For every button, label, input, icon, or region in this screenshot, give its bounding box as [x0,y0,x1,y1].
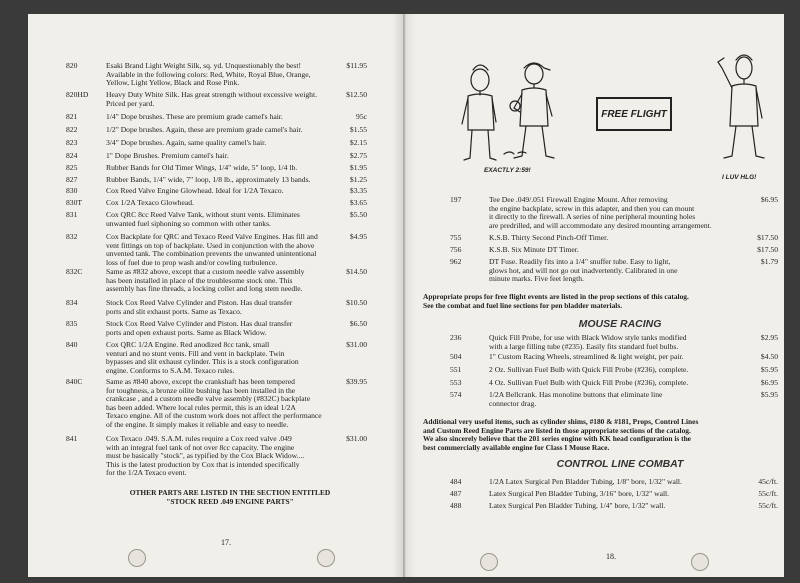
item-code: 197 [450,195,462,204]
item-price: $4.95 [349,232,367,241]
item-price: $31.00 [346,340,367,349]
item-code: 487 [450,489,462,498]
item-code: 820HD [66,90,89,99]
item-code: 835 [66,319,78,328]
item-description: Cox Reed Valve Engine Glowhead. Ideal for 1/2A Texaco. [106,186,284,195]
item-code: 841 [66,434,78,443]
item-description: Heavy Duty White Silk. Has great strength without excessive weight. Priced per yard. [106,90,317,108]
item-price: 95c [356,112,367,121]
item-price: $6.95 [760,195,778,204]
item-code: 962 [450,257,462,266]
item-price: $11.95 [346,61,367,70]
item-code: 832C [66,267,83,276]
item-price: 45c/ft. [758,477,778,486]
item-price: $39.95 [346,377,367,386]
item-description: Same as #832 above, except that a custom needle valve assembly has been installed in place of the troublesome stock one. This assembly has fine threads, a locking collet and long stem needle. [106,267,305,294]
item-description: Quick Fill Probe, for use with Black Widow style tanks modified with a large filling tube (#235). Easily fits standard fuel bulbs. [489,333,687,351]
item-description: 1/2A Latex Surgical Pen Bladder Tubing, 1/8" bore, 1/32" wall. [489,477,682,486]
item-code: 831 [66,210,78,219]
item-code: 488 [450,501,462,510]
item-description: 3/4" Dope brushes. Again, same quality camel's hair. [106,138,267,147]
item-code: 823 [66,138,78,147]
binding-hole-right-2 [691,553,709,571]
item-description: 1/2A Bellcrank. Has monoline buttons that eliminate line connector drag. [489,390,663,408]
item-price: $6.95 [760,378,778,387]
free-flight-title-box [596,97,672,131]
item-price: $6.50 [349,319,367,328]
item-description: Cox Backplate for QRC and Texaco Reed Valve Engines. Has fill and vent fittings on top of backplate. Used in conjunction with the above unvented tank. The combination prevents the unwanted unintentional loss of fuel due to prop wash and/or cowling turbulence. [106,232,318,267]
item-description: DT Fuse. Readily fits into a 1/4" snuffer tube. Easy to light, glows hot, and will not go out inadvertently. Calibrated in one minute marks. Five feet length. [489,257,678,284]
item-description: Cox Texaco .049. S.A.M. rules require a Cox reed valve .049 with an integral fuel tank of not over 8cc capacity. The engine must be basically "stock", as typified by the Cox Black Widow.... This is the latest production by Cox that is intended specifically for the 1/2A Texaco event. [106,434,305,478]
item-description: Stock Cox Reed Valve Cylinder and Piston. Has dual transfer ports and slit exhaust ports. Same as Texaco. [106,298,293,316]
item-code: 553 [450,378,462,387]
item-code: 834 [66,298,78,307]
cartoon-glider-pilot-illustration [716,48,768,170]
binding-hole-right-1 [480,553,498,571]
item-price: $1.95 [349,163,367,172]
item-price: $5.50 [349,210,367,219]
page-number-right: 18. [606,552,616,561]
item-description: Stock Cox Reed Valve Cylinder and Piston. Has dual transfer ports and open exhaust ports. Same as Black Widow. [106,319,293,337]
item-code: 236 [450,333,462,342]
other-parts-note: OTHER PARTS ARE LISTED IN THE SECTION ENTITLED "STOCK REED .049 ENGINE PARTS" [129,488,331,506]
item-code: 825 [66,163,78,172]
item-code: 504 [450,352,462,361]
item-price: $17.50 [757,245,778,254]
item-description: K.S.B. Thirty Second Pinch-Off Timer. [489,233,609,242]
item-description: 4 Oz. Sullivan Fuel Bulb with Quick Fill Probe (#236), complete. [489,378,689,387]
item-price: $3.65 [349,198,367,207]
item-price: $14.50 [346,267,367,276]
item-description: Cox 1/2A Texaco Glowhead. [106,198,194,207]
caption-luv-hlg: I LUV HLG! [722,174,757,181]
item-price: $1.55 [349,125,367,134]
item-description: 1/2" Dope brushes. Again, these are premium grade camel's hair. [106,125,303,134]
item-code: 840 [66,340,78,349]
item-price: $3.35 [349,186,367,195]
item-description: Rubber Bands for Old Timer Wings, 1/4" wide, 5" loop, 1/4 lb. [106,163,298,172]
item-description: Same as #840 above, except the crankshaft has been tempered for toughness, a bronze oilite bushing has been installed in the crankcase , and a custom needle valve assembly (#832C) backplate has been added. Where local rules permit, this is an ideal 1/2A Texaco engine. All of the custom work does not affect the performance of the engine. It simply makes it reliable and easy to needle. [106,377,322,429]
item-description: Tee Dee .049/.051 Firewall Engine Mount. After removing the engine backplate, screw in this adapter, and then you can mount it directly to the firewall. A series of nine peripheral mounting holes are predrilled, and will accommodate any desired mounting arrangement. [489,195,712,230]
item-price: $2.95 [760,333,778,342]
item-code: 821 [66,112,78,121]
item-description: Esaki Brand Light Weight Silk, sq. yd. Unquestionably the best! Available in the following colors: Red, White, Royal Blue, Orange, Yellow, Light Yellow, Black and Rose Pink. [106,61,311,88]
page-number-left: 17. [221,538,231,547]
item-code: 820 [66,61,78,70]
item-price: $5.95 [760,365,778,374]
item-price: $1.79 [760,257,778,266]
item-code: 484 [450,477,462,486]
caption-exactly: EXACTLY 2:59! [484,167,531,174]
item-description: Latex Surgical Pen Bladder Tubing, 3/16" bore, 1/32" wall. [489,489,670,498]
item-price: $4.50 [760,352,778,361]
item-code: 827 [66,175,78,184]
item-price: $10.50 [346,298,367,307]
item-code: 755 [450,233,462,242]
item-price: 55c/ft. [758,501,778,510]
binding-hole-left-2 [317,549,335,567]
item-code: 840C [66,377,83,386]
item-code: 830T [66,198,83,207]
control-line-combat-title: CONTROL LINE COMBAT [556,458,684,470]
item-code: 832 [66,232,78,241]
item-price: $2.15 [349,138,367,147]
item-code: 824 [66,151,78,160]
item-code: 830 [66,186,78,195]
item-price: $5.95 [760,390,778,399]
item-description: Cox QRC 8cc Reed Valve Tank, without stunt vents. Eliminates unwanted fuel siphoning so common with other tanks. [106,210,300,228]
item-price: $17.50 [757,233,778,242]
item-code: 756 [450,245,462,254]
item-price: 55c/ft. [758,489,778,498]
mouse-racing-title: MOUSE RACING [578,318,662,330]
item-description: Latex Surgical Pen Bladder Tubing, 1/4" bore, 1/32" wall. [489,501,666,510]
item-description: 1" Custom Racing Wheels, streamlined & light weight, per pair. [489,352,684,361]
mouse-racing-note: Additional very useful items, such as cylinder shims, #180 & #181, Props, Control Lines and Custom Reed Engine Parts are listed in those appropriate sections of the catalog. We also sincerely believe that the 201 series engine with KK head configuration is the best commercially available engine for Class I Mouse Race. [423,417,699,452]
free-flight-title: FREE FLIGHT [601,108,667,120]
item-code: 574 [450,390,462,399]
item-description: Cox QRC 1/2A Engine. Red anodized 8cc tank, small venturi and no stunt vents. Fill and vent in backplate. Twin bypasses and slit exhaust cylinder. This is a stock configuration engine. Conforms to S.A.M. Texaco rules. [106,340,299,375]
cartoon-modelers-illustration [458,50,566,168]
item-description: 1" Dope Brushes. Premium camel's hair. [106,151,229,160]
item-price: $12.50 [346,90,367,99]
item-price: $31.00 [346,434,367,443]
item-description: Rubber Bands, 1/4" wide, 7" loop, 1/8 lb., approximately 13 bands. [106,175,311,184]
item-code: 551 [450,365,462,374]
free-flight-note: Appropriate props for free flight events are listed in the prop sections of this catalog. See the combat and fuel line sections for pen bladder materials. [423,292,689,310]
binding-hole-left-1 [128,549,146,567]
item-description: K.S.B. Six Minute DT Timer. [489,245,579,254]
item-description: 2 Oz. Sullivan Fuel Bulb with Quick Fill Probe (#236), complete. [489,365,689,374]
item-price: $2.75 [349,151,367,160]
item-description: 1/4" Dope brushes. These are premium grade camel's hair. [106,112,283,121]
item-price: $1.25 [349,175,367,184]
item-code: 822 [66,125,78,134]
